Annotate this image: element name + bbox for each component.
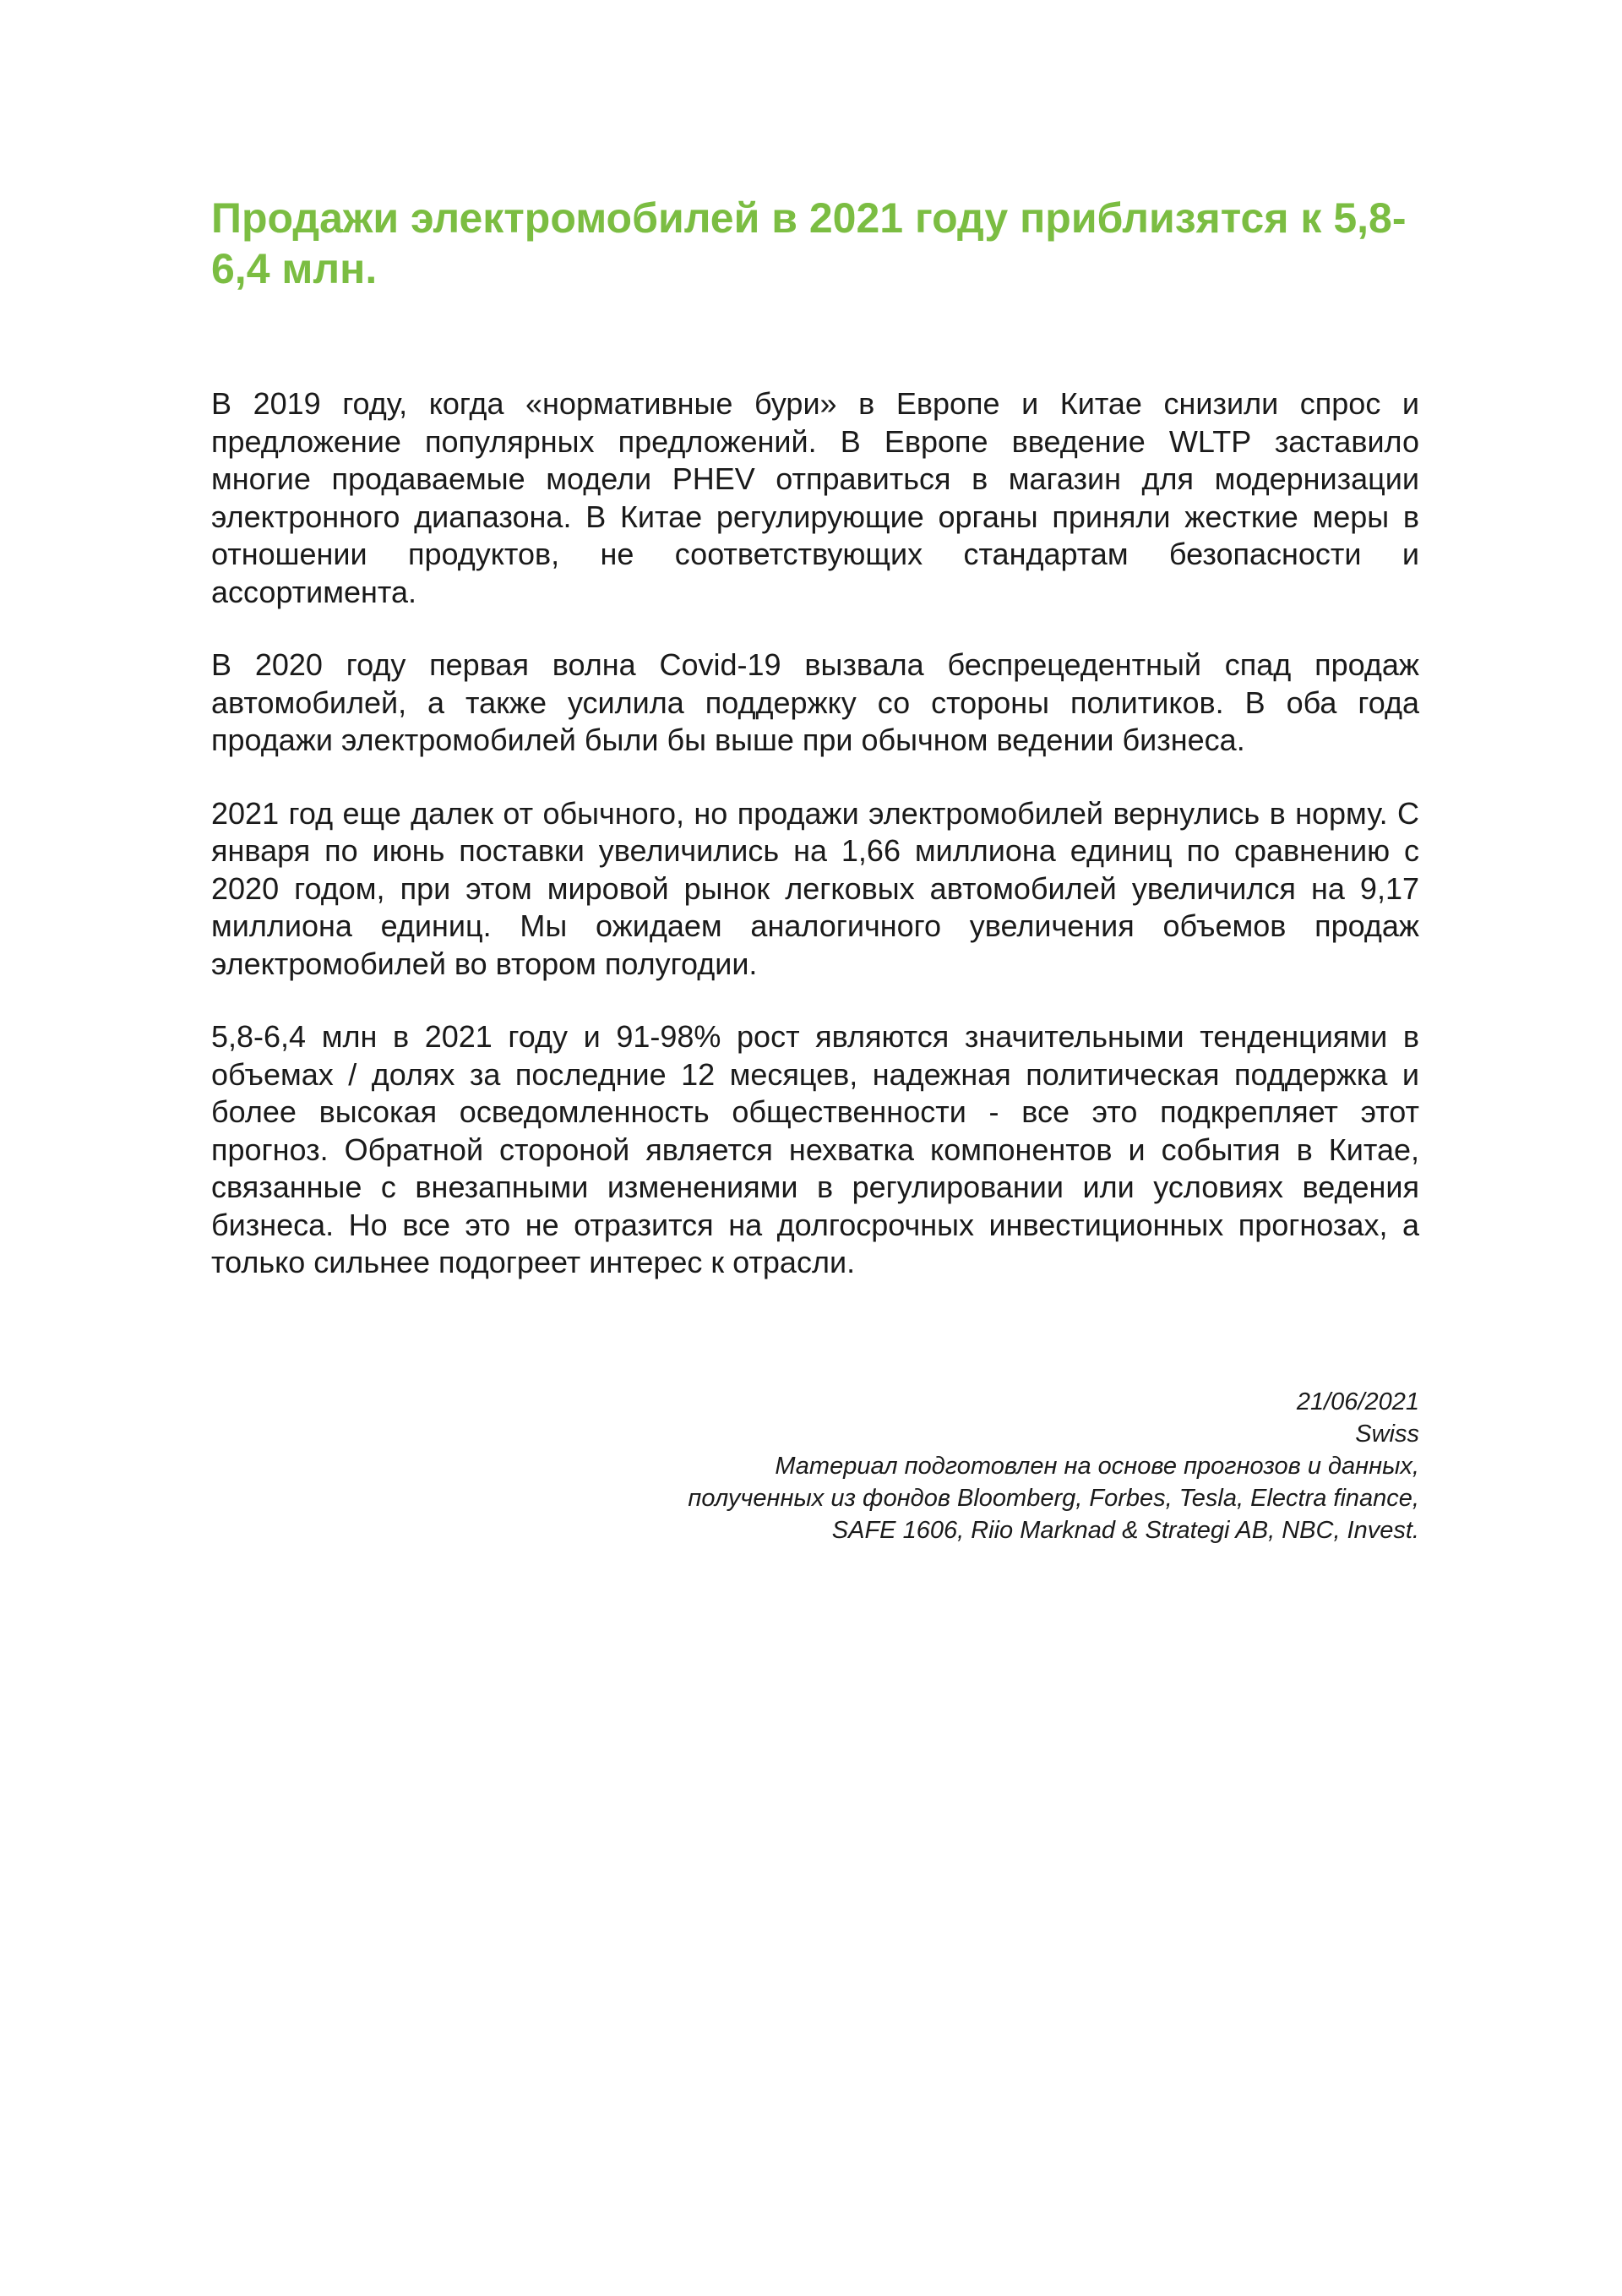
paragraph-3: 2021 год еще далек от обычного, но продажи электромобилей вернулись в норму. С января по июнь поставки увеличились на 1,66 миллиона единиц по сравнению с 2020 годом, при этом мировой рынок легковых автомобилей увеличился на 9,17 миллиона единиц. Мы ожидаем аналогичного увеличения объемов продаж электромобилей во втором полугодии. [211,795,1419,981]
signature-source-line-2: полученных из фондов Bloomberg, Forbes, Tesla, Electra finance, [688,1485,1419,1512]
signature-source-line-3: SAFE 1606, Riio Marknad & Strategi AB, NBC, Invest. [831,1517,1419,1544]
signature-date: 21/06/2021 [1296,1388,1419,1415]
paragraph-1: В 2019 году, когда «нормативные бури» в Европе и Китае снизили спрос и предложение популярных предложений. В Европе введение WLTP заставило многие продаваемые модели PHEV отправиться в магазин для модернизации электронного диапазона. В Китае регулирующие органы приняли жесткие меры в отношении продуктов, не соответствующих стандартам безопасности и ассортимента. [211,386,1419,609]
page-title: Продажи электромобилей в 2021 году приблизятся к 5,8-6,4 млн. [211,194,1407,292]
paragraph-2: В 2020 году первая волна Covid-19 вызвала беспрецедентный спад продаж автомобилей, а также усилила поддержку со стороны политиков. В оба года продажи электромобилей были бы выше при обычном ведении бизнеса. [211,647,1419,757]
signature-block [490,1386,1419,1546]
document-page [211,0,1419,2296]
article-body [211,385,1419,1317]
signature-location: Swiss [1355,1421,1419,1448]
signature-source-line-1: Материал подготовлен на основе прогнозов и данных, [775,1453,1419,1480]
paragraph-4: 5,8-6,4 млн в 2021 году и 91-98% рост являются значительными тенденциями в объемах / долях за последние 12 месяцев, надежная политическая поддержка и более высокая осведомленность общественности - все это подкрепляет этот прогноз. Обратной стороной является нехватка компонентов и события в Китае, связанные с внезапными изменениями в регулировании или условиях ведения бизнеса. Но все это не отразится на долгосрочных инвестиционных прогнозах, а только сильнее подогреет интерес к отрасли. [211,1019,1419,1279]
